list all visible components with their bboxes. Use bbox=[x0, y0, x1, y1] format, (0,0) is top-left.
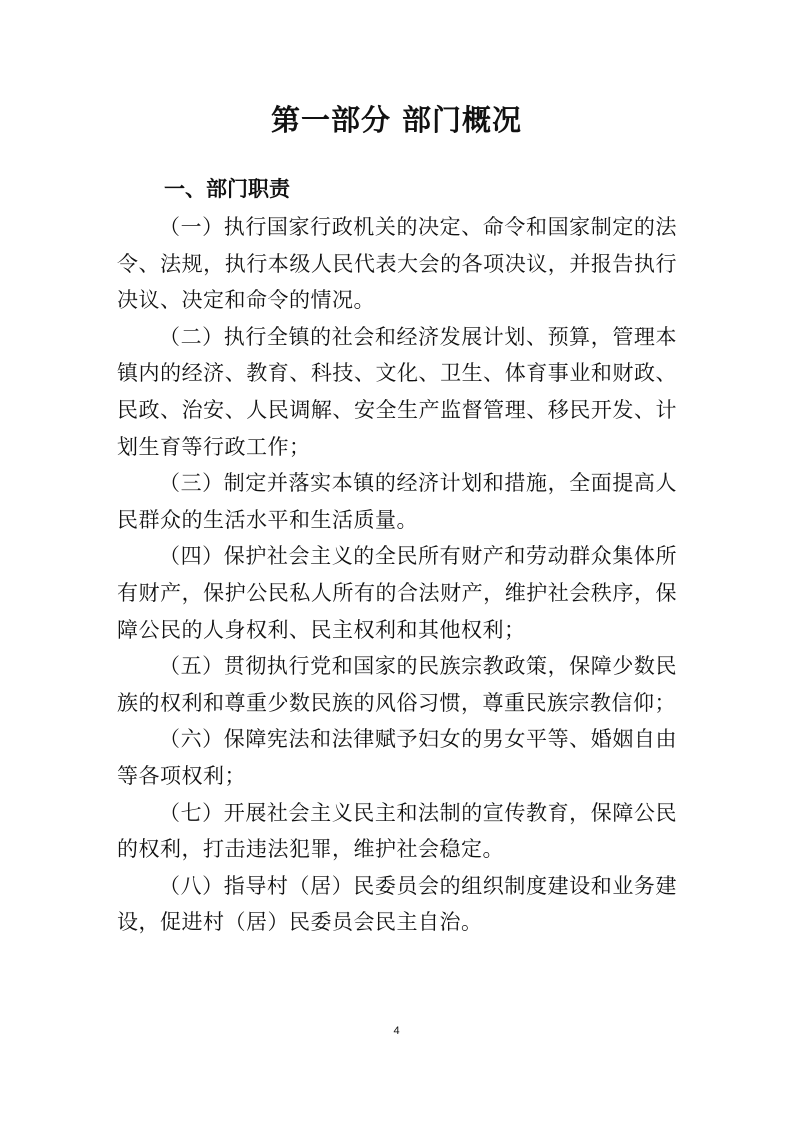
body-text bbox=[117, 209, 677, 941]
section-heading: 一、部门职责 bbox=[164, 177, 290, 201]
paragraph-duty-7: （七）开展社会主义民主和法制的宣传教育，保障公民的权利，打击违法犯罪，维护社会稳定。 bbox=[117, 800, 677, 862]
page-number: 4 bbox=[393, 1025, 400, 1037]
paragraph-duty-5: （五）贯彻执行党和国家的民族宗教政策，保障少数民族的权利和尊重少数民族的风俗习惯，尊重民族宗教信仰； bbox=[117, 654, 677, 715]
paragraph-duty-6: （六）保障宪法和法律赋予妇女的男女平等、婚姻自由等各项权利； bbox=[117, 727, 677, 788]
paragraph-duty-8: （八）指导村（居）民委员会的组织制度建设和业务建设，促进村（居）民委员会民主自治。 bbox=[117, 873, 677, 935]
paragraph-duty-2: （二）执行全镇的社会和经济发展计划、预算，管理本镇内的经济、教育、科技、文化、卫生、体育事业和财政、民政、治安、人民调解、安全生产监督管理、移民开发、计划生育等行政工作； bbox=[117, 324, 677, 459]
page-title: 第一部分 部门概况 bbox=[270, 103, 523, 137]
paragraph-duty-4: （四）保护社会主义的全民所有财产和劳动群众集体所有财产，保护公民私人所有的合法财产，维护社会秩序，保障公民的人身权利、民主权利和其他权利； bbox=[117, 544, 677, 642]
paragraph-duty-3: （三）制定并落实本镇的经济计划和措施，全面提高人民群众的生活水平和生活质量。 bbox=[117, 471, 677, 532]
paragraph-duty-1: （一）执行国家行政机关的决定、命令和国家制定的法令、法规，执行本级人民代表大会的各项决议，并报告执行决议、决定和命令的情况。 bbox=[117, 215, 677, 313]
